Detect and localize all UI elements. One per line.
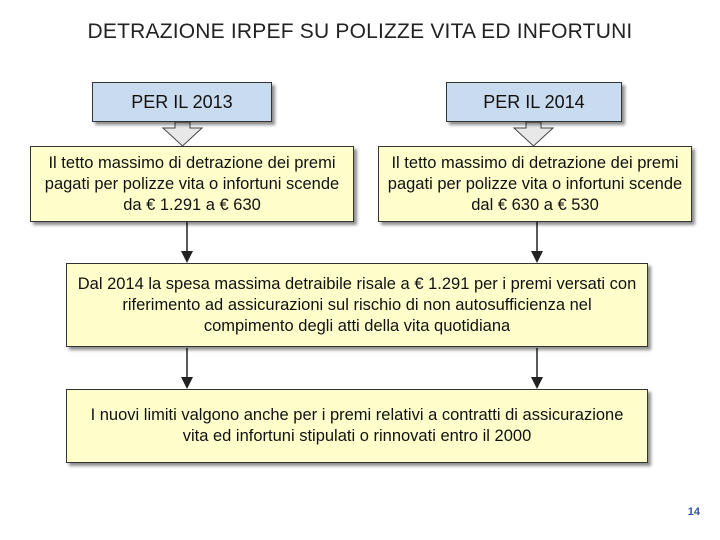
slide-title: DETRAZIONE IRPEF SU POLIZZE VITA ED INFORTUNI	[87, 20, 633, 43]
year-box-2014	[446, 82, 622, 122]
bottom-text: I nuovi limiti valgono anche per i premi relativi a contratti di assicurazione vita ed infortuni stipulati o rinnovati entro il 2000	[90, 406, 624, 445]
year-label-2014: PER IL 2014	[483, 91, 585, 112]
bottom-box	[66, 389, 648, 463]
page-number: 14	[687, 506, 700, 518]
note-box-2014	[378, 146, 692, 222]
block-arrow-right	[514, 122, 553, 146]
year-box-2013	[92, 82, 272, 122]
year-label-2013: PER IL 2013	[131, 91, 233, 112]
note-text-2014: Il tetto massimo di detrazione dei premi pagati per polizze vita o infortuni scende dal € 630 a € 530	[387, 153, 683, 214]
middle-text: Dal 2014 la spesa massima detraibile risale a € 1.291 per i premi versati con riferimento ad assicurazioni sul rischio di non autosufficienza nel compimento degli atti della vita quotidiana	[77, 274, 637, 335]
note-text-2013: Il tetto massimo di detrazione dei premi pagati per polizze vita o infortuni scende da € 1.291 a € 630	[44, 153, 340, 214]
block-arrow-left	[163, 122, 202, 146]
middle-box	[66, 263, 648, 347]
note-box-2013	[30, 146, 354, 222]
